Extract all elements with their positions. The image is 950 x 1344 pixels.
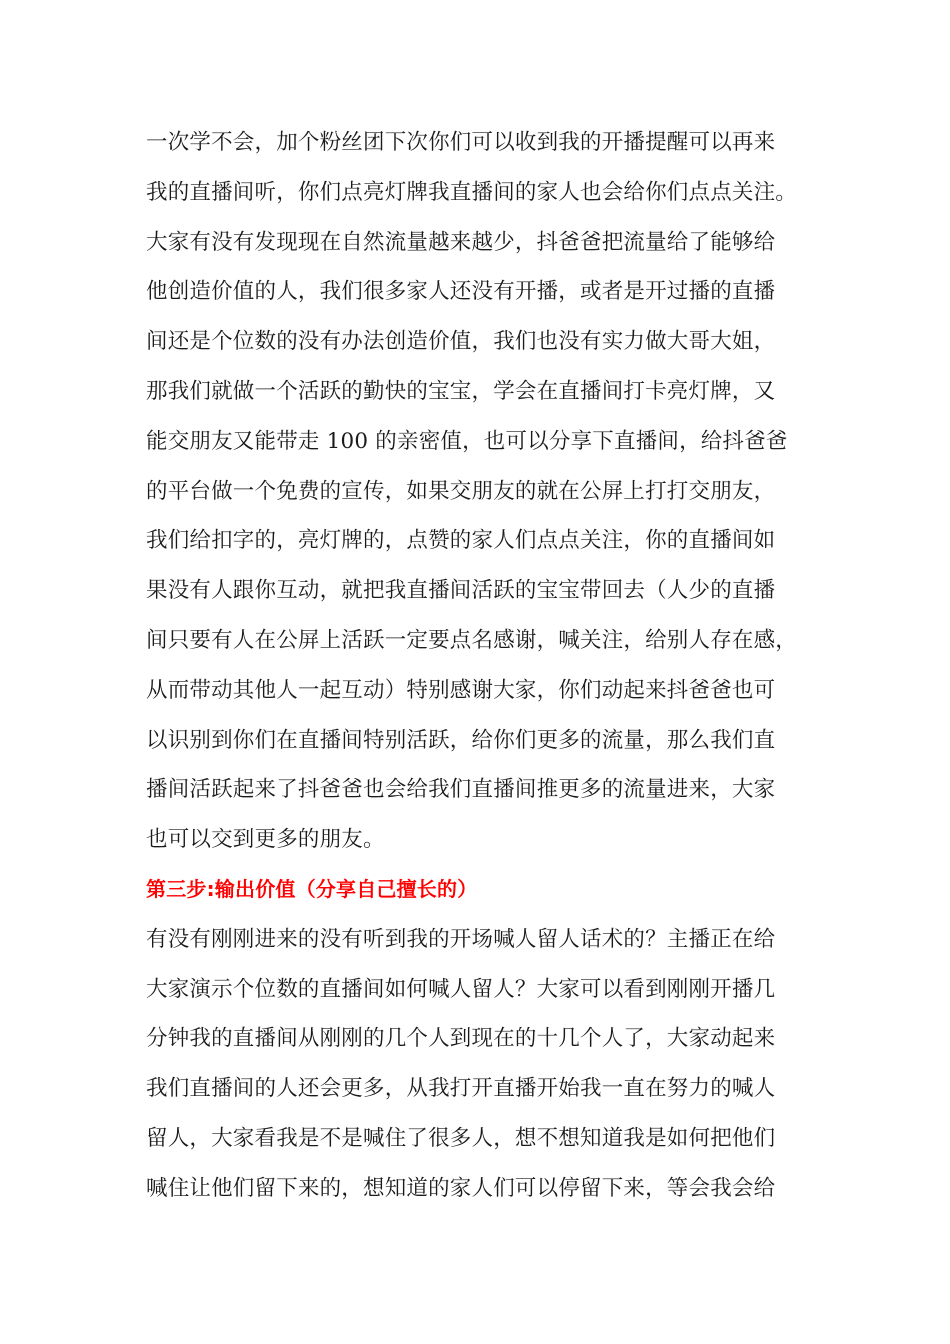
text-line: 大家演示个位数的直播间如何喊人留人？大家可以看到刚刚开播几 bbox=[146, 976, 776, 1002]
text-line: 的平台做一个免费的宣传，如果交朋友的就在公屏上打打交朋友， bbox=[146, 478, 776, 504]
text-line: 有没有刚刚进来的没有听到我的开场喊人留人话术的？主播正在给 bbox=[146, 926, 776, 952]
text-line: 大家有没有发现现在自然流量越来越少，抖爸爸把流量给了能够给 bbox=[146, 229, 776, 255]
section-heading: 第三步:输出价值（分享自己擅长的） bbox=[146, 876, 478, 901]
text-line: 一次学不会，加个粉丝团下次你们可以收到我的开播提醒可以再来 bbox=[146, 130, 776, 155]
text-line: 间只要有人在公屏上活跃一定要点名感谢，喊关注，给别人存在感， bbox=[146, 627, 798, 653]
text-line: 我们直播间的人还会更多，从我打开直播开始我一直在努力的喊人 bbox=[146, 1076, 776, 1102]
text-line: 那我们就做一个活跃的勤快的宝宝，学会在直播间打卡亮灯牌，又 bbox=[146, 378, 776, 404]
text-line: 以识别到你们在直播间特别活跃，给你们更多的流量，那么我们直 bbox=[146, 727, 776, 753]
paragraph-1 bbox=[146, 118, 836, 865]
text-line: 也可以交到更多的朋友。 bbox=[146, 827, 385, 853]
text-line: 分钟我的直播间从刚刚的几个人到现在的十几个人了，大家动起来 bbox=[146, 1026, 776, 1052]
text-line: 能交朋友又能带走 100 的亲密值，也可以分享下直播间，给抖爸爸 bbox=[146, 428, 788, 454]
text-line: 留人，大家看我是不是喊住了很多人，想不想知道我是如何把他们 bbox=[146, 1125, 776, 1151]
text-line: 我的直播间听，你们点亮灯牌我直播间的家人也会给你们点点关注。 bbox=[146, 179, 798, 205]
text-line: 喊住让他们留下来的，想知道的家人们可以停留下来，等会我会给 bbox=[146, 1175, 776, 1201]
text-line: 他创造价值的人，我们很多家人还没有开播，或者是开过播的直播 bbox=[146, 279, 776, 305]
text-line: 间还是个位数的没有办法创造价值，我们也没有实力做大哥大姐， bbox=[146, 329, 776, 355]
text-line: 我们给扣字的，亮灯牌的，点赞的家人们点点关注，你的直播间如 bbox=[146, 528, 776, 554]
text-line: 播间活跃起来了抖爸爸也会给我们直播间推更多的流量进来，大家 bbox=[146, 777, 776, 803]
paragraph-2 bbox=[146, 915, 836, 1214]
document-body bbox=[146, 118, 836, 1214]
text-line: 果没有人跟你互动，就把我直播间活跃的宝宝带回去（人少的直播 bbox=[146, 578, 776, 604]
text-line: 从而带动其他人一起互动）特别感谢大家，你们动起来抖爸爸也可 bbox=[146, 677, 776, 703]
